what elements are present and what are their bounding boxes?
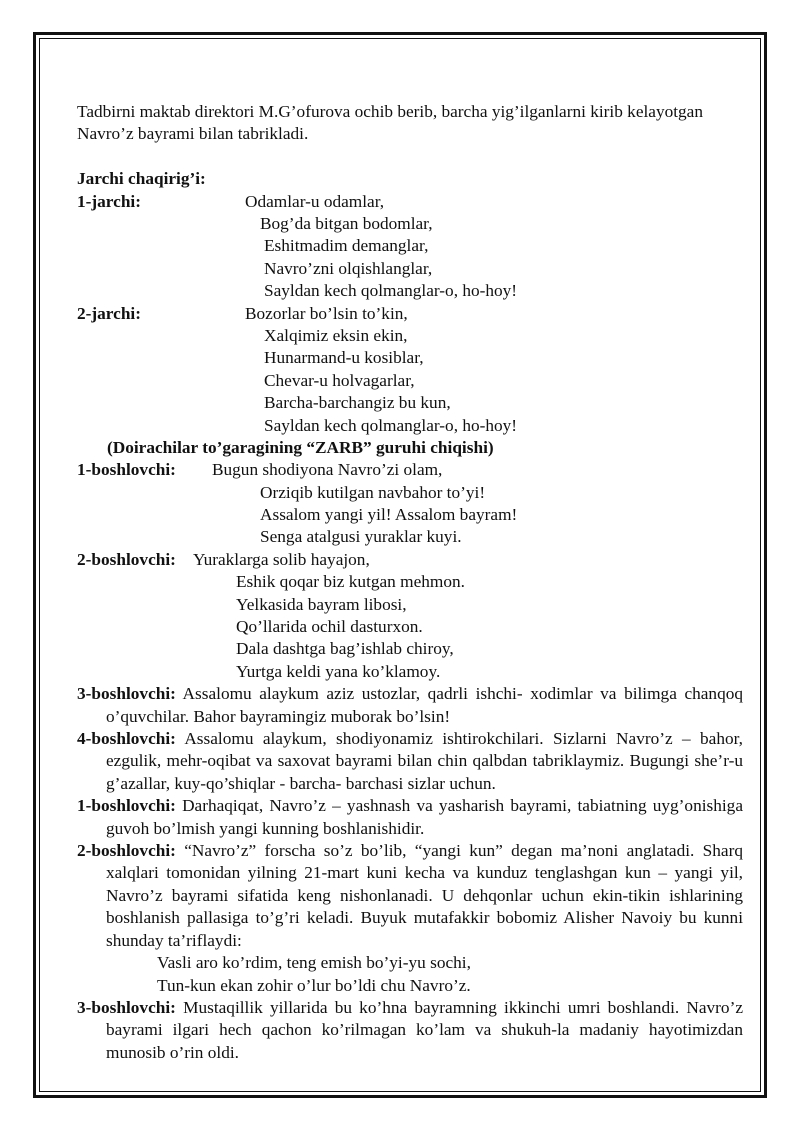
- paragraph-text: Mustaqillik yillarida bu ko’hna bayramning ikkinchi umri boshlandi. Navro’z bayrami ilgari hech qachon ko’rilmagan ko’lam va shukuh-la madaniy hayotimizdan munosib o’rin oldi.: [106, 997, 743, 1062]
- paragraph-speaker: 1-boshlovchi:: [77, 796, 176, 816]
- verse-line: Eshik qoqar biz kutgan mehmon.: [236, 572, 465, 592]
- jarchi1-block: [77, 191, 743, 303]
- boshlovchi1-poem-block: [77, 459, 743, 549]
- paragraph-text: Assalomu alaykum aziz ustozlar, qadrli ishchi- xodimlar va bilimga chanqoq o’quvchilar. Bahor bayramingiz muborak bo’lsin!: [106, 684, 743, 726]
- verse-line: Barcha-barchangiz bu kun,: [264, 393, 451, 413]
- speaker-paragraph: [77, 795, 743, 840]
- verse-line: Eshitmadim demanglar,: [264, 236, 429, 256]
- final-paragraph: [77, 997, 743, 1064]
- verse-line: Yuraklarga solib hayajon,: [193, 549, 370, 569]
- verse-line: Bozorlar bo’lsin to’kin,: [245, 303, 408, 323]
- paragraph-text: Darhaqiqat, Navro’z – yashnash va yasharish bayrami, tabiatning uyg’onishiga guvoh bo’lmish yangi kunning boshlanishidir.: [106, 796, 743, 838]
- verse-line: Odamlar-u odamlar,: [245, 191, 385, 211]
- paragraph-speaker: 4-boshlovchi:: [77, 729, 176, 749]
- verse-line: Xalqimiz eksin ekin,: [264, 325, 408, 345]
- verse-line: Yelkasida bayram libosi,: [236, 594, 407, 614]
- boshlovchi2-poem-block: [77, 549, 743, 683]
- jarchi2-speaker: 2-jarchi:: [77, 303, 141, 323]
- quote-line: Vasli aro ko’rdim, teng emish bo’yi-yu sochi,: [157, 953, 471, 973]
- paragraph-text: “Navro’z” forscha so’z bo’lib, “yangi kun” degan ma’noni anglatadi. Sharq xalqlari tomonidan yilning 21-mart kuni kecha va kunduz tenglashgan kun – yangi yil, Navro’z bayrami sifatida keng nishonlanadi. U dehqonlar uchun ekin-tikin ishlarining boshlanish pallasiga to’g’ri keladi. Buyuk mutafakkir bobomiz Alisher Navoiy bu kunni shunday ta’riflaydi:: [106, 841, 743, 950]
- navoiy-quote: [77, 952, 743, 997]
- intro-paragraph: Tadbirni maktab direktori M.G’ofurova ochib berib, barcha yig’ilganlarni kirib kelayotgan Navro’z bayrami bilan tabrikladi.: [77, 102, 703, 144]
- quote-line: Tun-kun ekan zohir o’lur bo’ldi chu Navro’z.: [157, 975, 471, 995]
- boshlovchi2-speaker: 2-boshlovchi:: [77, 549, 176, 569]
- doirachilar-heading: (Doirachilar to’garagining “ZARB” guruhi chiqishi): [107, 437, 494, 457]
- verse-line: Hunarmand-u kosiblar,: [264, 348, 424, 368]
- verse-line: Navro’zni olqishlanglar,: [264, 258, 433, 278]
- verse-line: Orziqib kutilgan navbahor to’yi!: [260, 482, 486, 502]
- verse-line: Dala dashtga bag’ishlab chiroy,: [236, 639, 454, 659]
- paragraph-speaker: 3-boshlovchi:: [77, 684, 176, 704]
- verse-line: Yurtga keldi yana ko’klamoy.: [236, 661, 441, 681]
- paragraph-speaker: 3-boshlovchi:: [77, 997, 176, 1017]
- verse-line: Sayldan kech qolmanglar-o, ho-hoy!: [264, 415, 518, 435]
- jarchi2-block: [77, 303, 743, 437]
- jarchi1-speaker: 1-jarchi:: [77, 191, 141, 211]
- jarchi-heading: Jarchi chaqirig’i:: [77, 169, 206, 189]
- verse-line: Bugun shodiyona Navro’zi olam,: [212, 460, 443, 480]
- speaker-paragraph: [77, 728, 743, 795]
- verse-line: Assalom yangi yil! Assalom bayram!: [260, 505, 518, 525]
- speaker-paragraph: [77, 683, 743, 728]
- verse-line: Bog’da bitgan bodomlar,: [260, 214, 433, 233]
- document-body: [77, 101, 743, 1064]
- paragraph-text: Assalomu alaykum, shodiyonamiz ishtirokchilari. Sizlarni Navro’z – bahor, ezgulik, mehr-oqibat va saxovat bayrami bilan chin qalbdan tabriklaymiz. Bugungi she’r-u g’azallar, kuy-qo’shiqlar - barcha- barchasi sizlar uchun.: [106, 729, 744, 793]
- speaker-paragraph: [77, 840, 743, 952]
- boshlovchi1-speaker: 1-boshlovchi:: [77, 460, 176, 480]
- verse-line: Senga atalgusi yuraklar kuyi.: [260, 527, 462, 547]
- verse-line: Chevar-u holvagarlar,: [264, 370, 415, 390]
- paragraph-speaker: 2-boshlovchi:: [77, 841, 176, 861]
- verse-line: Qo’llarida ochil dasturxon.: [236, 617, 423, 637]
- verse-line: Sayldan kech qolmanglar-o, ho-hoy!: [264, 281, 518, 301]
